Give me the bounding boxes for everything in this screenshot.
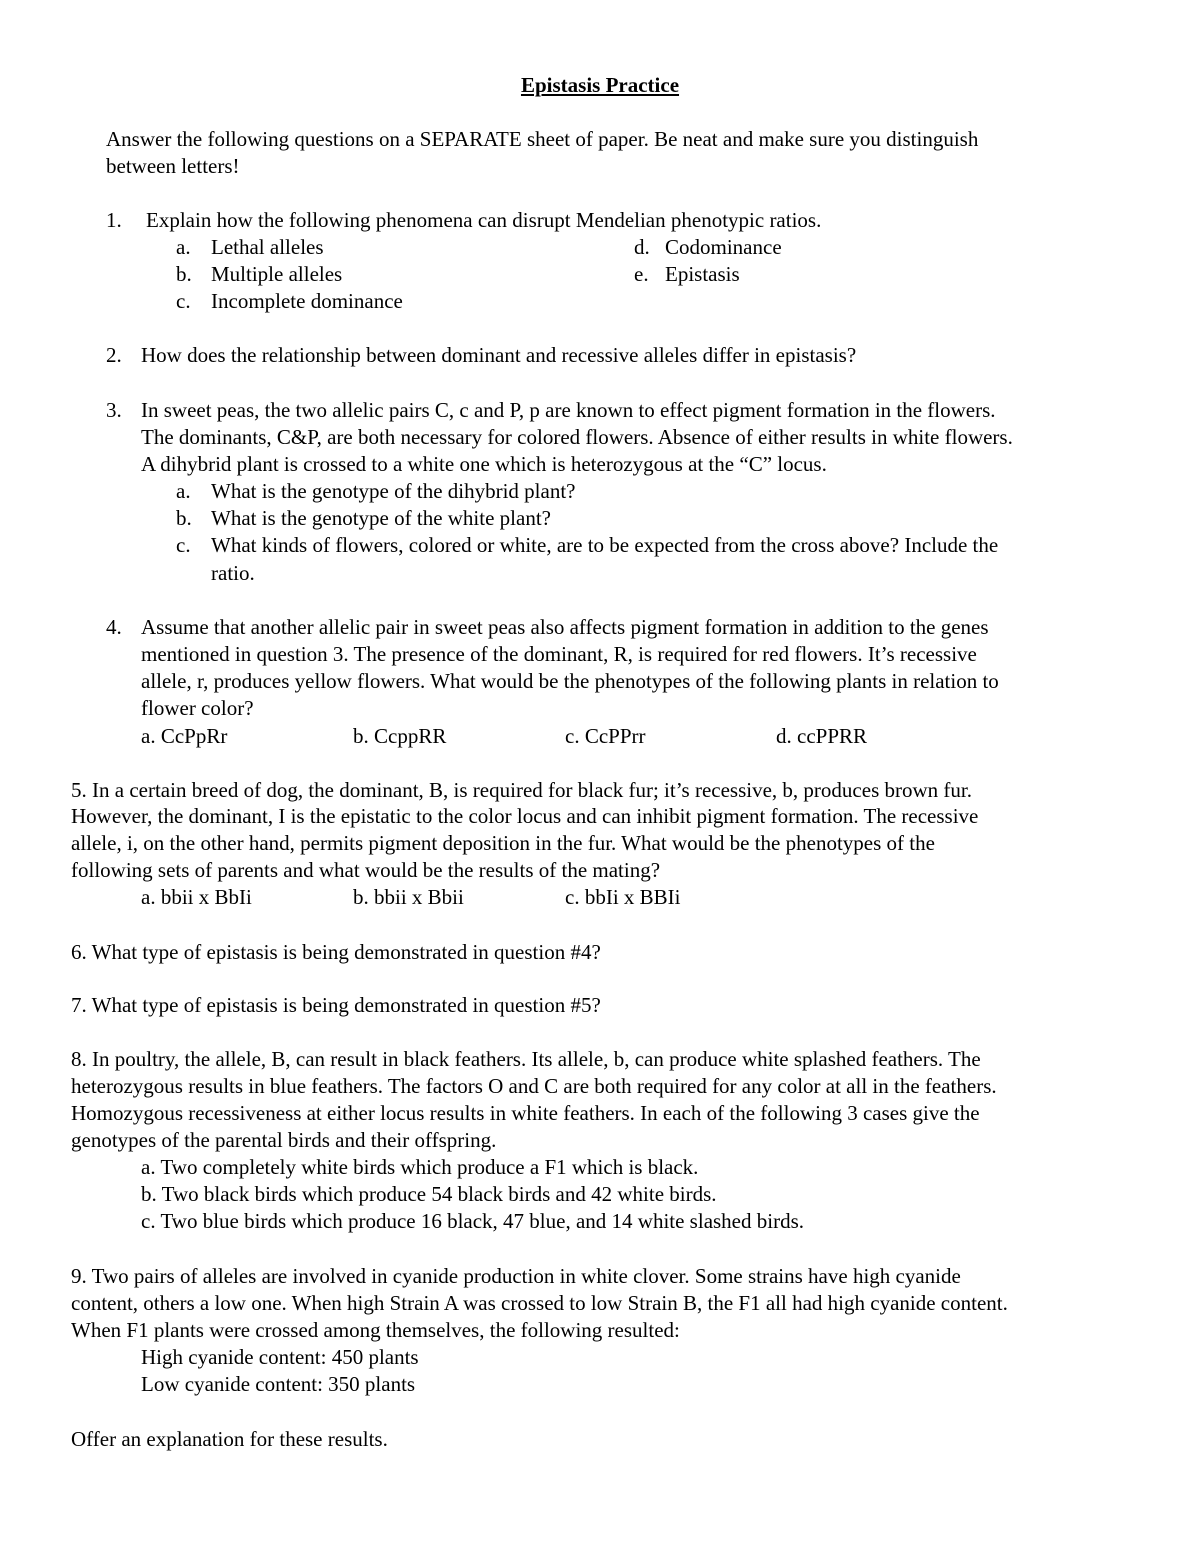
q4-option: b. CcppRR	[353, 724, 447, 748]
q1-option-letter: a.	[176, 235, 191, 259]
q1-option-letter: c.	[176, 289, 191, 313]
q8-line: 8. In poultry, the allele, B, can result in black feathers. Its allele, b, can produce white splashed feathers. The	[71, 1047, 981, 1071]
q9-line: 9. Two pairs of alleles are involved in cyanide production in white clover. Some strains have high cyanide	[71, 1264, 961, 1288]
q1-option-letter: e.	[634, 262, 649, 286]
q9-result: High cyanide content: 450 plants	[141, 1345, 419, 1369]
q4-option: c. CcPPrr	[565, 724, 646, 748]
q3-number: 3.	[106, 398, 122, 422]
q4-number: 4.	[106, 615, 122, 639]
q8-sub: b. Two black birds which produce 54 black birds and 42 white birds.	[141, 1182, 717, 1206]
q3-sub: ratio.	[211, 561, 255, 585]
q3-line: A dihybrid plant is crossed to a white one which is heterozygous at the “C” locus.	[141, 452, 827, 476]
q1-option: Codominance	[665, 235, 782, 259]
q7-text: 7. What type of epistasis is being demonstrated in question #5?	[71, 993, 601, 1017]
q5-line: allele, i, on the other hand, permits pigment deposition in the fur. What would be the phenotypes of the	[71, 831, 935, 855]
q1-option: Incomplete dominance	[211, 289, 403, 313]
q2-number: 2.	[106, 343, 122, 367]
q5-line: following sets of parents and what would be the results of the mating?	[71, 858, 661, 882]
q3-line: The dominants, C&P, are both necessary for colored flowers. Absence of either results in white flowers.	[141, 425, 1013, 449]
q1-option: Epistasis	[665, 262, 740, 286]
q8-line: Homozygous recessiveness at either locus results in white feathers. In each of the following 3 cases give the	[71, 1101, 980, 1125]
q9-line: When F1 plants were crossed among themselves, the following resulted:	[71, 1318, 680, 1342]
q1-option-letter: d.	[634, 235, 650, 259]
q4-line: mentioned in question 3. The presence of the dominant, R, is required for red flowers. It’s recessive	[141, 642, 977, 666]
q4-line: allele, r, produces yellow flowers. What would be the phenotypes of the following plants in relation to	[141, 669, 999, 693]
q3-sub-letter: c.	[176, 533, 191, 557]
q5-option: b. bbii x Bbii	[353, 885, 464, 909]
q2-text: How does the relationship between dominant and recessive alleles differ in epistasis?	[141, 343, 857, 367]
q4-line: flower color?	[141, 696, 254, 720]
q5-option: c. bbIi x BBIi	[565, 885, 681, 909]
q5-option: a. bbii x BbIi	[141, 885, 252, 909]
instructions-line: between letters!	[106, 154, 240, 178]
q8-line: genotypes of the parental birds and their offspring.	[71, 1128, 497, 1152]
q4-option: d. ccPPRR	[776, 724, 868, 748]
q1-number: 1.	[106, 208, 122, 232]
q3-sub-letter: b.	[176, 506, 192, 530]
q1-option: Lethal alleles	[211, 235, 324, 259]
instructions-line: Answer the following questions on a SEPARATE sheet of paper. Be neat and make sure you distinguish	[106, 127, 979, 151]
q5-line: 5. In a certain breed of dog, the dominant, B, is required for black fur; it’s recessive, b, produces brown fur.	[71, 778, 972, 802]
q1-text: Explain how the following phenomena can disrupt Mendelian phenotypic ratios.	[146, 208, 822, 232]
q3-sub-letter: a.	[176, 479, 191, 503]
q3-line: In sweet peas, the two allelic pairs C, c and P, p are known to effect pigment formation in the flowers.	[141, 398, 996, 422]
q8-line: heterozygous results in blue feathers. The factors O and C are both required for any color at all in the feathers.	[71, 1074, 997, 1098]
q9-closing: Offer an explanation for these results.	[71, 1427, 388, 1451]
q5-line: However, the dominant, I is the epistatic to the color locus and can inhibit pigment formation. The recessive	[71, 804, 979, 828]
page-title: Epistasis Practice	[520, 73, 680, 97]
q6-text: 6. What type of epistasis is being demonstrated in question #4?	[71, 940, 601, 964]
q9-result: Low cyanide content: 350 plants	[141, 1372, 416, 1396]
q8-sub: a. Two completely white birds which produce a F1 which is black.	[141, 1155, 699, 1179]
q3-sub: What is the genotype of the white plant?	[211, 506, 551, 530]
q1-option-letter: b.	[176, 262, 192, 286]
q3-sub: What is the genotype of the dihybrid plant?	[211, 479, 576, 503]
q1-option: Multiple alleles	[211, 262, 343, 286]
q4-option: a. CcPpRr	[141, 724, 228, 748]
q8-sub: c. Two blue birds which produce 16 black, 47 blue, and 14 white slashed birds.	[141, 1209, 805, 1233]
q9-line: content, others a low one. When high Strain A was crossed to low Strain B, the F1 all had high cyanide content.	[71, 1291, 1008, 1315]
q4-line: Assume that another allelic pair in sweet peas also affects pigment formation in addition to the genes	[141, 615, 989, 639]
q3-sub: What kinds of flowers, colored or white, are to be expected from the cross above? Include the	[211, 533, 999, 557]
